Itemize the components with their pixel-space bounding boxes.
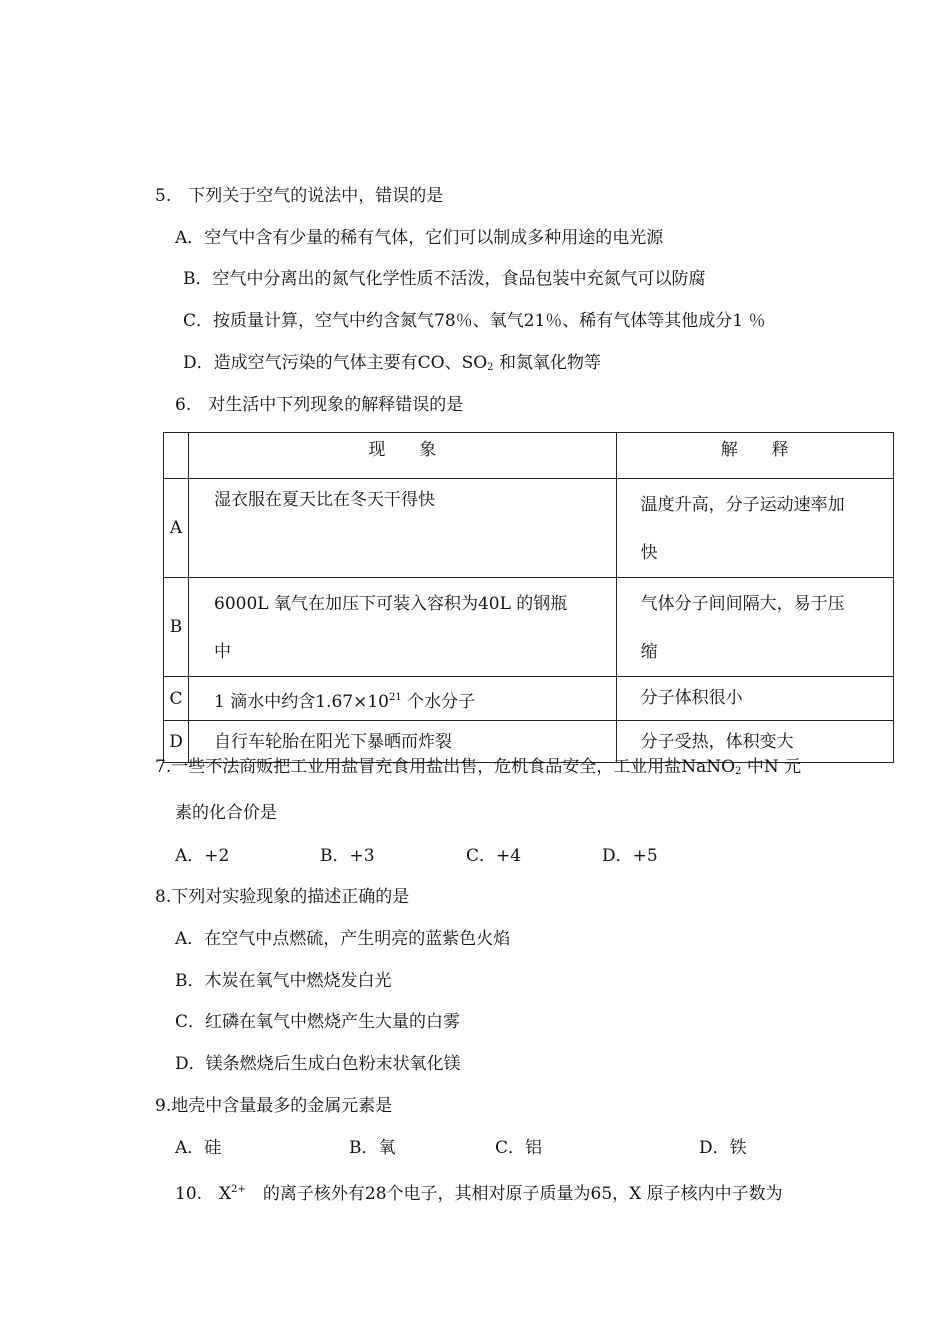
table-row — [164, 677, 894, 721]
row-label: B — [164, 578, 189, 677]
q9-option-b: B．氧 — [349, 1138, 396, 1158]
q7-option-c: C．+4 — [466, 846, 522, 866]
q5-option-b: B．空气中分离出的氮气化学性质不活泼，食品包装中充氮气可以防腐 — [183, 269, 706, 289]
q8-option-d: D．镁条燃烧后生成白色粉末状氧化镁 — [175, 1054, 461, 1074]
header-explanation: 解 释 — [616, 433, 893, 479]
row-label: D — [164, 721, 189, 763]
q5-option-d: D．造成空气污染的气体主要有CO、$SO_2$ 和氮氧化物等 — [183, 353, 601, 373]
table-row — [164, 479, 894, 578]
row-phenomenon: 6000L 氧气在加压下可装入容积为40L 的钢瓶 中 — [189, 578, 617, 677]
q5-option-c: C．按质量计算，空气中约含氮气78％、氧气21％、稀有气体等其他成分1 ％ — [183, 311, 766, 331]
q7-option-a: A．+2 — [175, 846, 230, 866]
q5-stem: 5. 下列关于空气的说法中，错误的是 — [155, 186, 444, 206]
q9-option-a: A．硅 — [175, 1138, 222, 1158]
q8-option-b: B．木炭在氧气中燃烧发白光 — [175, 971, 392, 991]
row-phenomenon: 湿衣服在夏天比在冬天干得快 — [189, 479, 617, 578]
q7-option-d: D．+5 — [602, 846, 658, 866]
row-explanation: 温度升高，分子运动速率加 快 — [616, 479, 893, 578]
header-phenomenon: 现 象 — [189, 433, 617, 479]
row-explanation: 分子受热，体积变大 — [616, 721, 893, 763]
q8-option-c: C．红磷在氧气中燃烧产生大量的白雾 — [175, 1012, 461, 1032]
q9-stem: 9.地壳中含量最多的金属元素是 — [155, 1096, 393, 1116]
q6-table — [163, 432, 894, 763]
row-phenomenon: 自行车轮胎在阳光下暴晒而炸裂 — [189, 721, 617, 763]
q6-stem: 6. 对生活中下列现象的解释错误的是 — [175, 395, 464, 415]
q9-option-c: C．铝 — [495, 1138, 543, 1158]
row-label: C — [164, 677, 189, 721]
q10-stem: 10. $X^{2+}$ 的离子核外有28个电子，其相对原子质量为65，X 原子核内中子数为 — [175, 1184, 783, 1204]
q7-stem-line2: 素的化合价是 — [175, 803, 277, 823]
q7-stem: 7.一些不法商贩把工业用盐冒充食用盐出售，危机食品安全，工业用盐NaNO$_2$ 中N 元 — [155, 757, 802, 777]
row-label: A — [164, 479, 189, 578]
row-explanation: 分子体积很小 — [616, 677, 893, 721]
q5-option-a: A．空气中含有少量的稀有气体，它们可以制成多种用途的电光源 — [175, 228, 664, 248]
q8-option-a: A．在空气中点燃硫，产生明亮的蓝紫色火焰 — [175, 929, 511, 949]
table-row — [164, 578, 894, 677]
q9-option-d: D．铁 — [699, 1138, 747, 1158]
row-explanation: 气体分子间间隔大，易于压 缩 — [616, 578, 893, 677]
row-phenomenon: 1 滴水中约含$1.67\times 10^{21}$ 个水分子 — [189, 677, 617, 721]
q7-option-b: B．+3 — [320, 846, 375, 866]
q8-stem: 8.下列对实验现象的描述正确的是 — [155, 887, 410, 907]
table-header-row — [164, 433, 894, 479]
